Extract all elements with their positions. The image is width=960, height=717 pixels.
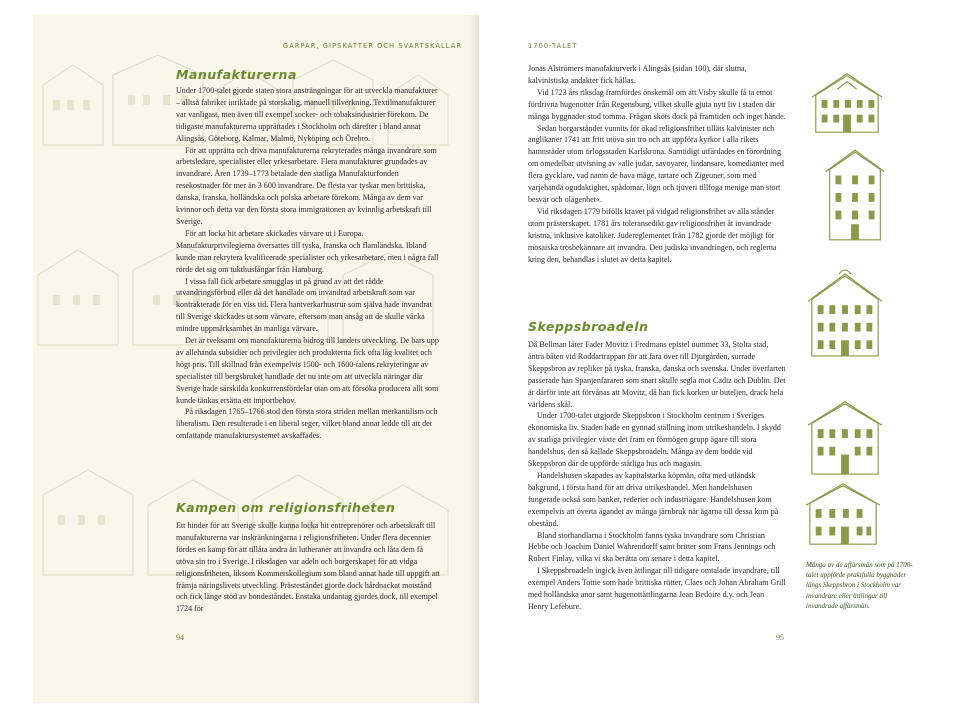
building-illustration-1 <box>808 67 886 137</box>
paragraph: Det är tveksamt om manufakturerna bidrog till landets utveckling. De bars upp av allehanda subsidier och privilegier och produkterna fick ofta låg kvalitet och högt pris. Till skillnad från exempelvis 1500- och 1600-talens rekryteringar av specialister till bergsbruket handlade det nu inte om att utveckla näringar där Sverige hade särskilda konkurrensfördelar utan om att försöka producera allt som kunde tänkas ersätta ett importbehov. <box>176 336 439 405</box>
paragraph: Vid riksdagen 1779 bifölls kravet på vidgad religionsfrihet av alla stånder utom prästerskapet. 1781 års toleransedikt gav religionsfrihet åt invandrade kristna, inklusive katoliker. Judereglementet från 1782 gjorde det möjligt för mosaiska trosbekännare att invandra. Den judiska invandringen, och reglerna kring den, behandlas i slutet av detta kapitel. <box>528 206 777 264</box>
page-number-left: 94 <box>176 633 184 642</box>
paragraph: Bland storhandlarna i Stockholm fanns tyska invandrare som Christian Hebbe och Joachim Daniel Wahrendorff samt britter som Frans Jennings och Robert Finlay, vilka vi ska berätta om senare i detta kapitel. <box>528 530 776 564</box>
paragraph: För att locka hit arbetare skickades värvare ut i Europa. Manufakturprivilegierna översattes till tyska, franska och flamländska. Ibland kunde man rekrytera kvalificerade specialister och yrkesarbetare, men i några fall rörde det sig om tukthusfångar från Hamburg. <box>176 228 439 274</box>
left-page <box>33 15 479 703</box>
paragraph: Då Bellman låter Fader Movitz i Fredmans epistel nummer 33, Stolta stad, äntra båten vid Roddartrappan för att fara över till Djurgården, surrade Skeppsbron av repliker på tyska, franska, danska och svenska. Under överfarten passerade han Spanjenfararen som snart skulle segla mot Cadiz och Dublin. Det är därför inte att förvånas att Movitz, då han fick korken ur buteljen, drack hela världens skål. <box>528 340 786 409</box>
illustration-caption: Många av de affärsmän som på 1700-talet uppförde praktfulla byggnader längs Skeppsbron i Stockholm var invandrare eller ättlingar till invandrade affärsmän. <box>806 561 913 610</box>
building-illustration-2 <box>816 145 894 245</box>
paragraph: Vid 1723 års riksdag framfördes önskemål om att Visby skulle få ta emot fördrivna hugenotter från Regensburg, vilket skulle gjuta nytt liv i staden där många byggnader stod tomma. Frågan sköts dock på framtiden och inget hände. <box>528 87 786 121</box>
section-body-skeppsbroadeln <box>528 339 786 613</box>
section-heading-skeppsbroadeln: Skeppsbroadeln <box>528 319 649 334</box>
paragraph: Sedan borgarståndet vunnits för ökad religionsfrihet tilläts kalvinister och anglikaner 1741 att fritt utöva sin tro och att uppföra kyrkor i alla rikets hamnstäder utom örlogsstaden Karlskrona. Samtidigt utfärdades en förordning om omedelbar utvisning av »alle judar, savoyarer, lindansare, komedianter med flera gycklare, vad namn de hava måge, tartare och Zigeuner, som med varjehanda ogudaktighet, spådomar, lögn och tjuveri tillfoga menige man stort besvär och olägenhet«. <box>528 123 784 204</box>
building-illustration-3 <box>806 265 884 361</box>
paragraph: På riksdagen 1765–1766 stod den första stora striden mellan merkantilism och liberalism. Den resulterade i en liberal seger, vilket bland annat ledde till att det omfattande manufaktursystemet avskaffades. <box>176 407 438 441</box>
building-illustration-5 <box>804 477 882 549</box>
paragraph: Ett hinder för att Sverige skulle kunna locka hit entreprenörer och arbetskraft till manufakturerna var inskränkningarna i religionsfriheten. Under flera decennier fördes en kamp för att tillåta andra än lutheraner att invandra och låta dem få utöva sin tro i Sverige. I riksdagen var adeln och borgerskapet för att vidga religionsfriheten, liksom Kommerskollegium som bland annat hade till uppgift att främja näringslivets utveckling. Prästeståndet gjorde dock hårdnackat motstånd och fick länge stöd av bondeståndet. Enstaka undantag gjordes dock, till exempel 1724 för <box>176 521 440 614</box>
running-head-left: GARPAR, GIPSKATTER OCH SVARTSKALLAR <box>283 42 463 50</box>
section-body-manufakturerna <box>176 85 442 442</box>
section-body-religionsfriheten <box>176 520 442 615</box>
paragraph: I vissa fall fick arbetare smugglas ut på grund av att det rådde utvandringsförbud eller då det handlade om invandrad arbetskraft som var kontrakterade för en viss tid. Flera hantverkarhustrur som själva hade invandrat till Sverige skickades ut som värvare, eftersom man ansåg att de skulle väcka mindre uppmärksamhet än manliga värvare. <box>176 276 432 334</box>
section-heading-religionsfriheten: Kampen om religionsfriheten <box>176 500 396 515</box>
page-number-right: 95 <box>776 633 784 642</box>
paragraph: Jonas Alströmers manufakturverk i Alingsås (sidan 100), där slutna, kalvinistiska andakter fick hållas. <box>528 64 747 85</box>
paragraph: Under 1700-talet gjorde staten stora ansträngningar för att utveckla manufakturer – alltså fabriker inriktade på storskalig, manuell tillverkning. Textilmanufakturer var vanligast, men även till exempel socker- och tobaksindustrier förekom. De tidigaste manufakturerna upprättades i Stockholm och därefter i bland annat Alingsås, Göteborg, Kalmar, Malmö, Nyköping och Örebro. <box>176 86 438 143</box>
religion-continued-body <box>528 63 786 265</box>
building-illustration-4 <box>806 393 884 479</box>
right-page <box>480 15 926 703</box>
section-heading-manufakturerna: Manufakturerna <box>176 67 297 82</box>
paragraph: I Skeppsbroadeln ingick även ättlingar till tidigare omtalade invandrare, till exempel Anders Tottie som hade brittiska rötter, Claes och Johan Abraham Grill med holländska anor samt hugenottättlingarna Jean Bedoire d.y. och Jean Henry Lefebure. <box>528 566 786 611</box>
paragraph: Handelshusen skapades av kapitalstarka köpmän, ofta med utländsk bakgrund, i första hand för att driva utrikeshandel. Men handelshusen fungerade också som banker, rederier och industriägare. Handelshusen kom exempelvis att överta ägandet av många järnbruk när ägarna till dessa kom på obestånd. <box>528 470 779 528</box>
paragraph: Under 1700-talet utgjorde Skeppsbron i Stockholm centrum i Sveriges ekonomiska liv. Staden hade en gynnad ställning inom utrikeshandeln. I skydd av statliga privilegier växte det fram en förmögen grupp ägare till stora handelshus, den så kallade Skeppsbroadeln. Många av dem bodde vid Skeppsbron där de uppförde ståtliga hus och magasin. <box>528 411 781 469</box>
running-head-right: 1700-TALET <box>528 42 578 50</box>
paragraph: För att upprätta och driva manufakturerna rekryterades många invandrare som arbetsledare, specialister eller yrkesarbetare. Flera manufakturer grundades av invandrare. Åren 1739–1773 betalade den statliga Manufakturfonden resekostnader för mer än 3 600 invandrare. De flesta var tyskar men brittiska, danska, franska, holländska och polska arbetare förekom. Många av dem var kvinnor och detta var den första stora immigrationen av kvinnlig arbetskraft till Sverige. <box>176 145 437 226</box>
